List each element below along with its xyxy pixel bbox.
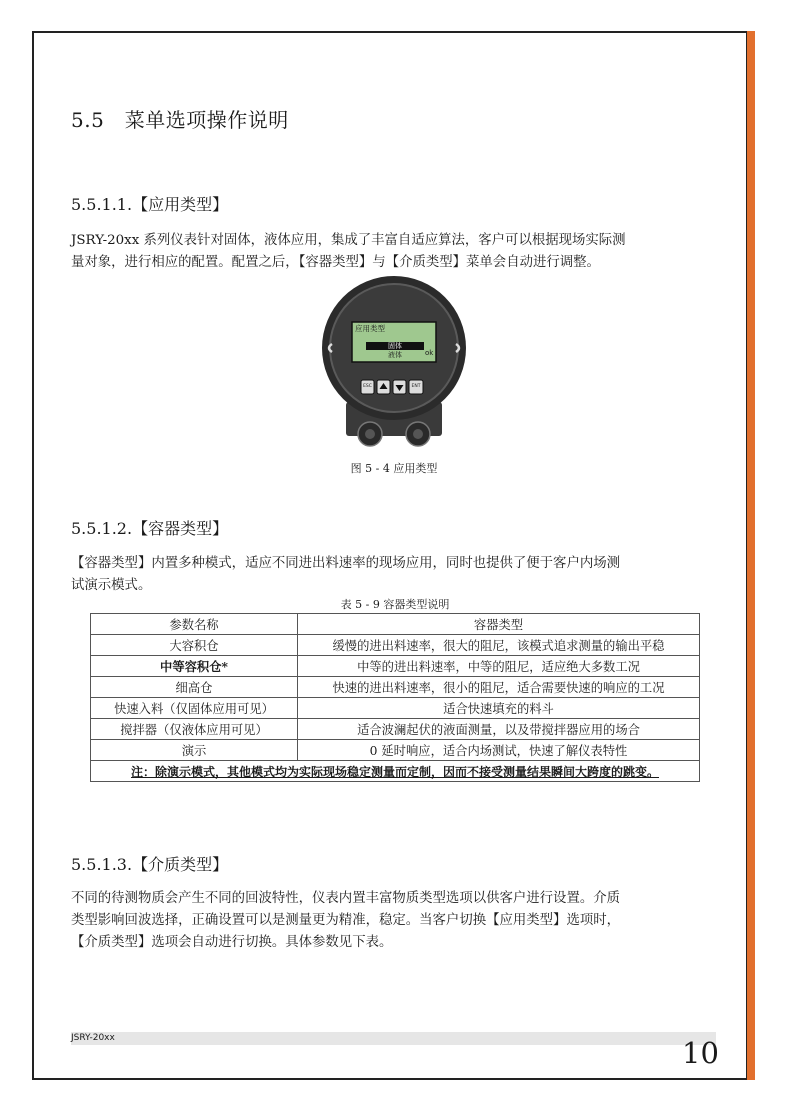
footer-model: JSRY-20xx bbox=[71, 1033, 115, 1043]
table-header-row bbox=[91, 614, 700, 635]
table-cell: 中等的进出料速率，中等的阻尼，适应绝大多数工况 bbox=[298, 656, 700, 677]
table-header-cell: 参数名称 bbox=[91, 614, 298, 635]
section-title: 5.5 菜单选项操作说明 bbox=[71, 108, 289, 132]
table-cell: 适合快速填充的料斗 bbox=[298, 698, 700, 719]
paragraph-line: 量对象，进行相应的配置。配置之后，【容器类型】与【介质类型】菜单会自动进行调整。 bbox=[71, 255, 600, 270]
footer-bar bbox=[71, 1032, 716, 1045]
gland-hole bbox=[413, 429, 423, 439]
table-row bbox=[91, 677, 700, 698]
table-header-cell: 容器类型 bbox=[298, 614, 700, 635]
esc-label: ESC bbox=[363, 384, 372, 389]
lcd-title: 应用类型 bbox=[355, 324, 385, 333]
subsection-title-application: 5.5.1.1.【应用类型】 bbox=[71, 195, 229, 214]
table-row bbox=[91, 698, 700, 719]
lcd-option-selected: 固体 bbox=[388, 342, 402, 350]
table-cell: 缓慢的进出料速率，很大的阻尼，该模式追求测量的输出平稳 bbox=[298, 635, 700, 656]
paragraph-line: 试演示模式。 bbox=[71, 578, 152, 593]
paragraph-line: 类型影响回波选择，正确设置可以是测量更为精准，稳定。当客户切换【应用类型】选项时， bbox=[71, 913, 621, 928]
paragraph-application bbox=[71, 230, 719, 274]
accent-bar bbox=[747, 31, 755, 1080]
table-caption: 表 5 - 9 容器类型说明 bbox=[340, 598, 450, 611]
table-cell: 大容积仓 bbox=[91, 635, 298, 656]
ent-label: ENT bbox=[411, 384, 421, 389]
table-note: 注：除演示模式，其他模式均为实际现场稳定测量而定制，因而不接受测量结果瞬间大跨度的跳变。 bbox=[91, 761, 700, 782]
paragraph-line: 【介质类型】选项会自动进行切换。具体参数见下表。 bbox=[71, 935, 393, 950]
table-cell: 适合波澜起伏的液面测量，以及带搅拌器应用的场合 bbox=[298, 719, 700, 740]
table-note-row bbox=[91, 761, 700, 782]
lcd-ok: ok bbox=[425, 349, 434, 357]
table-cell: 快速入料（仅固体应用可见） bbox=[91, 698, 298, 719]
table-cell: 中等容积仓* bbox=[91, 656, 298, 677]
table-row bbox=[91, 635, 700, 656]
subsection-title-container: 5.5.1.2.【容器类型】 bbox=[71, 519, 229, 538]
paragraph-line: JSRY-20xx 系列仪表针对固体，液体应用，集成了丰富自适应算法，客户可以根据现场实际测 bbox=[71, 233, 626, 248]
paragraph-medium bbox=[71, 888, 719, 954]
subsection-title-medium: 5.5.1.3.【介质类型】 bbox=[71, 855, 229, 874]
table-row bbox=[91, 740, 700, 761]
paragraph-line: 不同的待测物质会产生不同的回波特性，仪表内置丰富物质类型选项以供客户进行设置。介质 bbox=[71, 891, 621, 906]
device-figure bbox=[318, 276, 470, 452]
table-cell: 演示 bbox=[91, 740, 298, 761]
table-row bbox=[91, 719, 700, 740]
device-illustration bbox=[318, 276, 470, 452]
table-cell: 细高仓 bbox=[91, 677, 298, 698]
figure-caption: 图 5 - 4 应用类型 bbox=[350, 462, 438, 475]
table-cell: 快速的进出料速率，很小的阻尼，适合需要快速的响应的工况 bbox=[298, 677, 700, 698]
container-type-table bbox=[90, 613, 700, 782]
gland-hole bbox=[365, 429, 375, 439]
table-cell: 搅拌器（仅液体应用可见） bbox=[91, 719, 298, 740]
page-number: 10 bbox=[682, 1036, 719, 1070]
paragraph-line: 【容器类型】内置多种模式，适应不同进出料速率的现场应用，同时也提供了便于客户内场测 bbox=[71, 556, 621, 571]
lcd-option: 液体 bbox=[388, 351, 402, 359]
paragraph-container bbox=[71, 553, 719, 597]
table-cell: 0 延时响应，适合内场测试，快速了解仪表特性 bbox=[298, 740, 700, 761]
table-row bbox=[91, 656, 700, 677]
